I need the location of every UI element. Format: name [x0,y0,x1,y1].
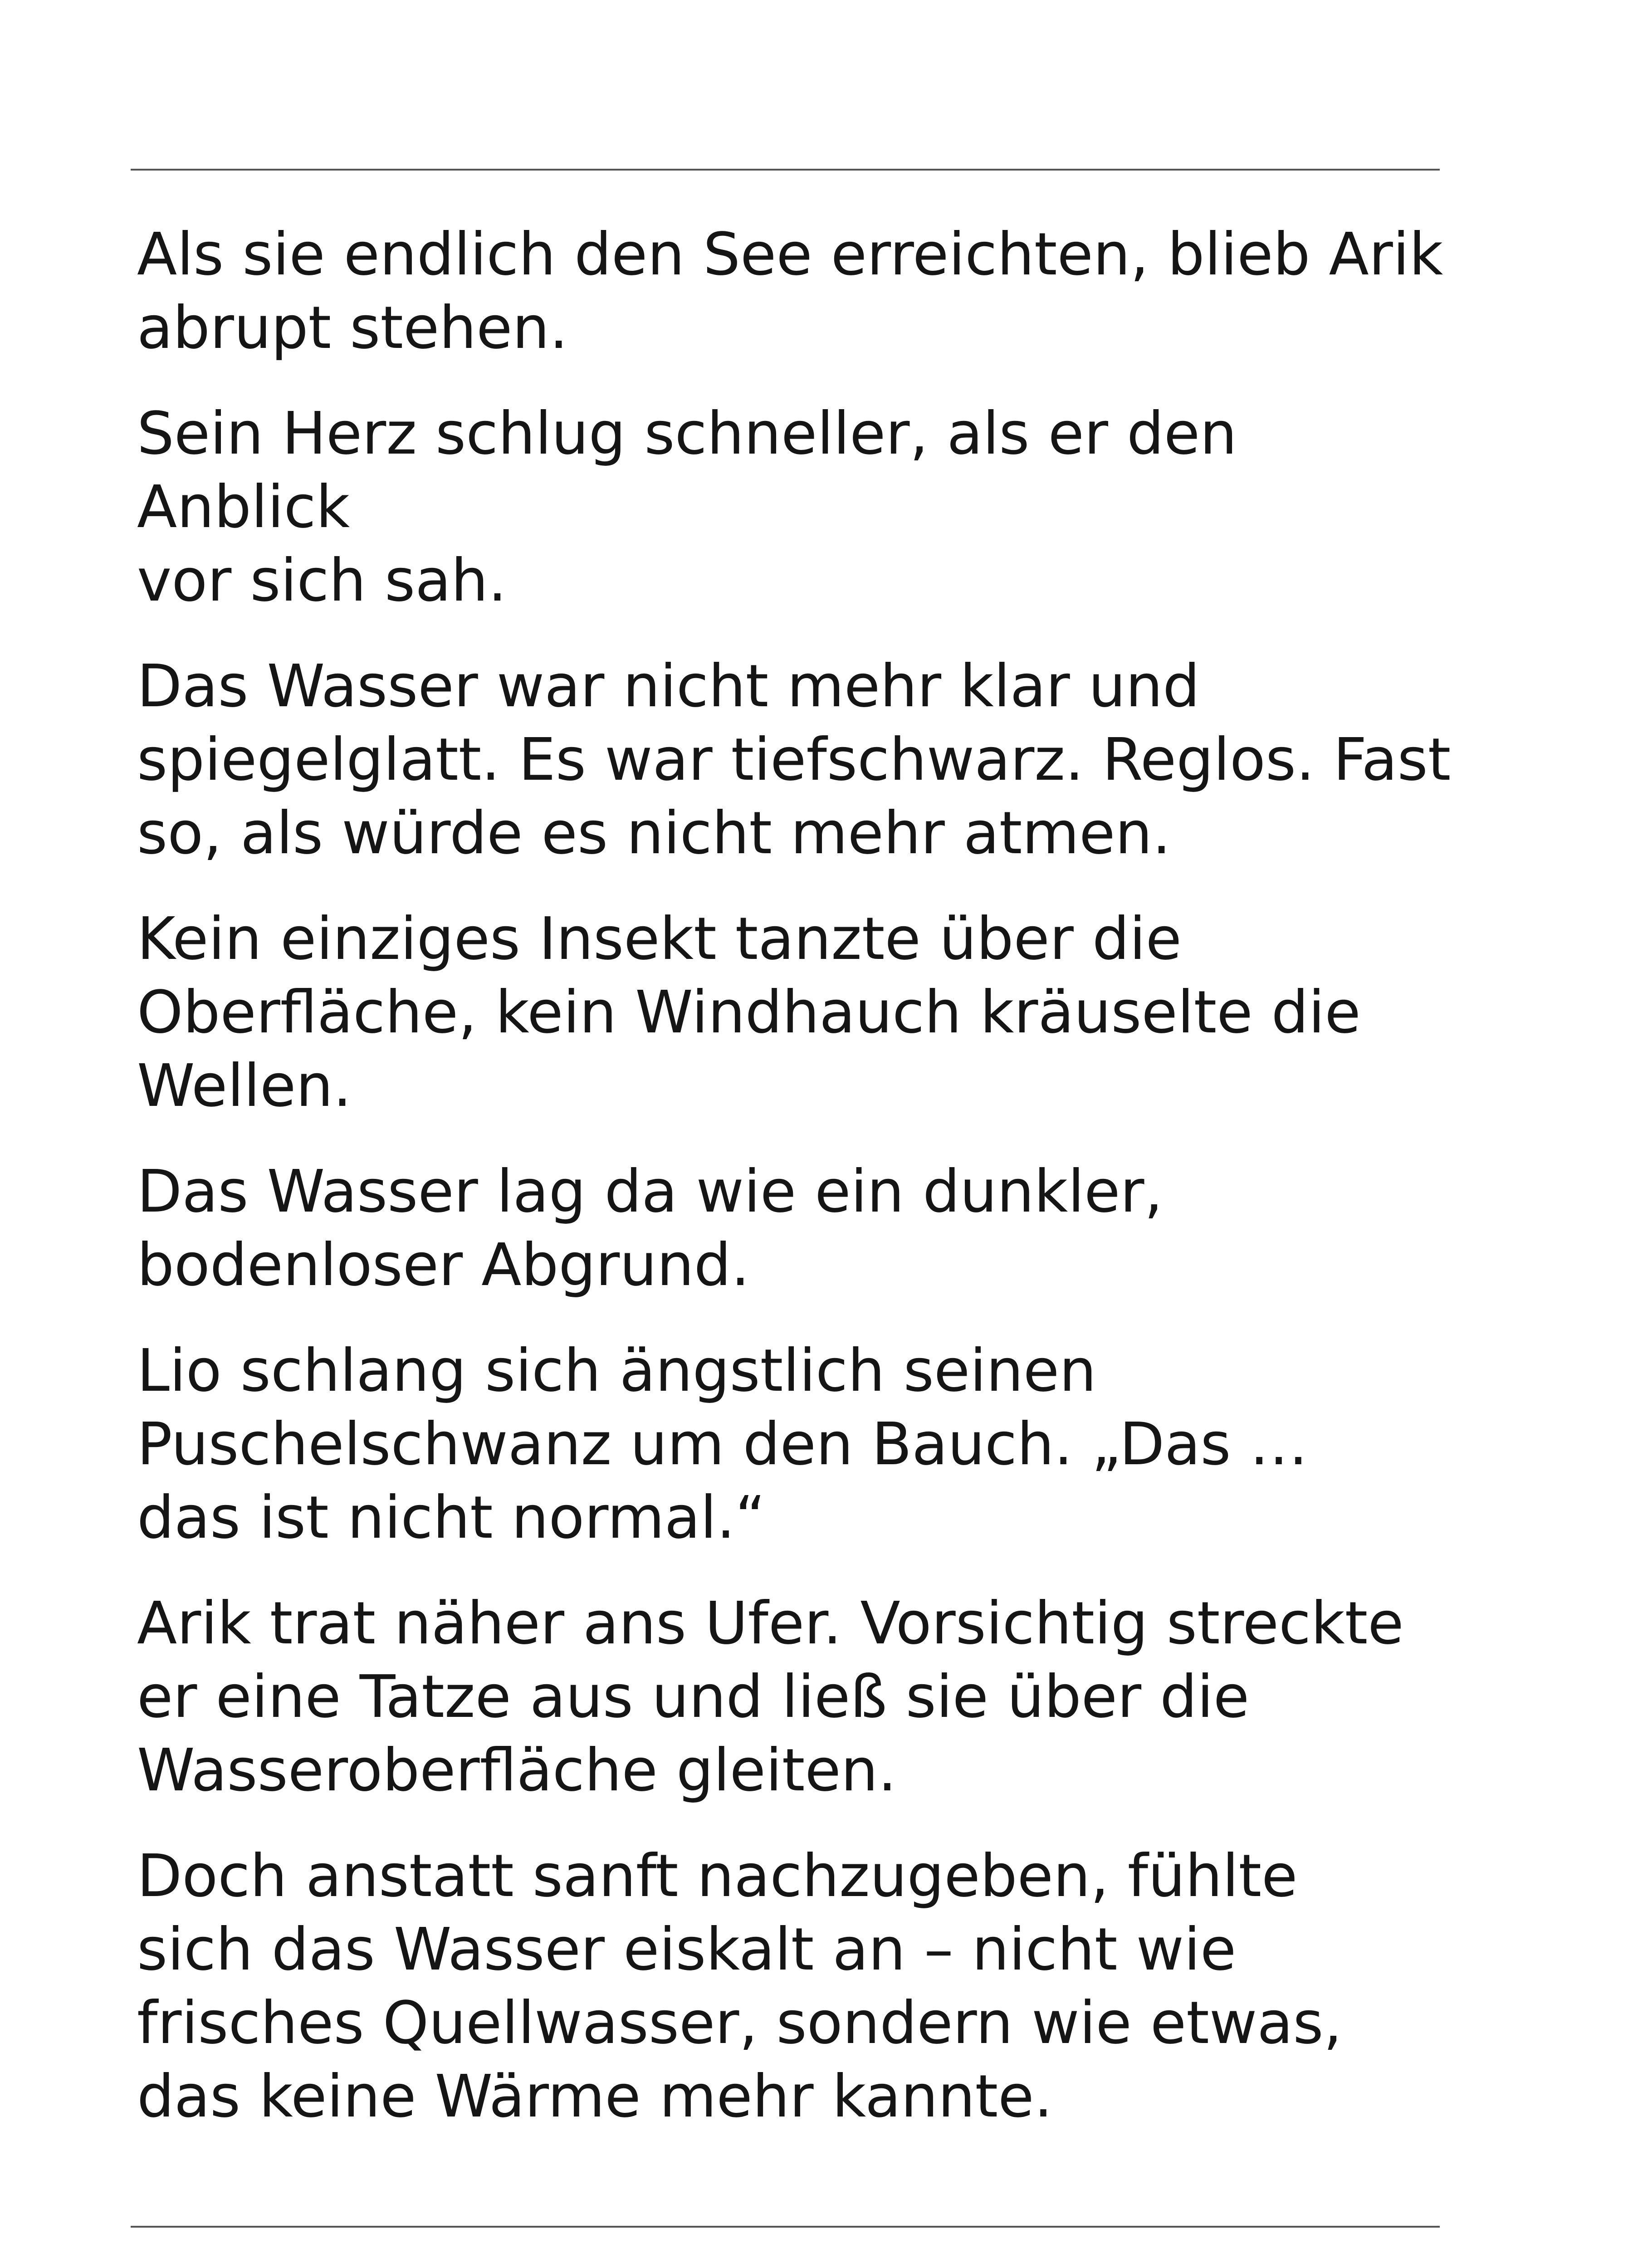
paragraph: Sein Herz schlug schneller, als er den Anblick vor sich sah. [137,400,1237,615]
footer-divider [131,2226,1440,2228]
paragraph: Arik trat näher ans Ufer. Vorsichtig streckte er eine Tatze aus und ließ sie über die Wasseroberfläche gleiten. [137,1589,1404,1804]
paragraph: Als sie endlich den See erreichten, blieb Arik abrupt stehen. [137,220,1443,362]
paragraph: Doch anstatt sanft nachzugeben, fühlte sich das Wasser eiskalt an – nicht wie frisches Quellwasser, sondern wie etwas, das keine Wärme mehr kannte. [137,1842,1342,2131]
page-body [137,218,1452,2165]
paragraph: Lio schlang sich ängstlich seinen Puschelschwanz um den Bauch. „Das … das ist nicht normal.“ [137,1337,1308,1552]
paragraph: Das Wasser lag da wie ein dunkler, bodenloser Abgrund. [137,1158,1163,1299]
paragraph: Das Wasser war nicht mehr klar und spiegelglatt. Es war tiefschwarz. Reglos. Fast so, als würde es nicht mehr atmen. [137,652,1451,867]
header-divider [131,169,1440,171]
paragraph: Kein einziges Insekt tanzte über die Oberfläche, kein Windhauch kräuselte die Wellen. [137,905,1361,1120]
